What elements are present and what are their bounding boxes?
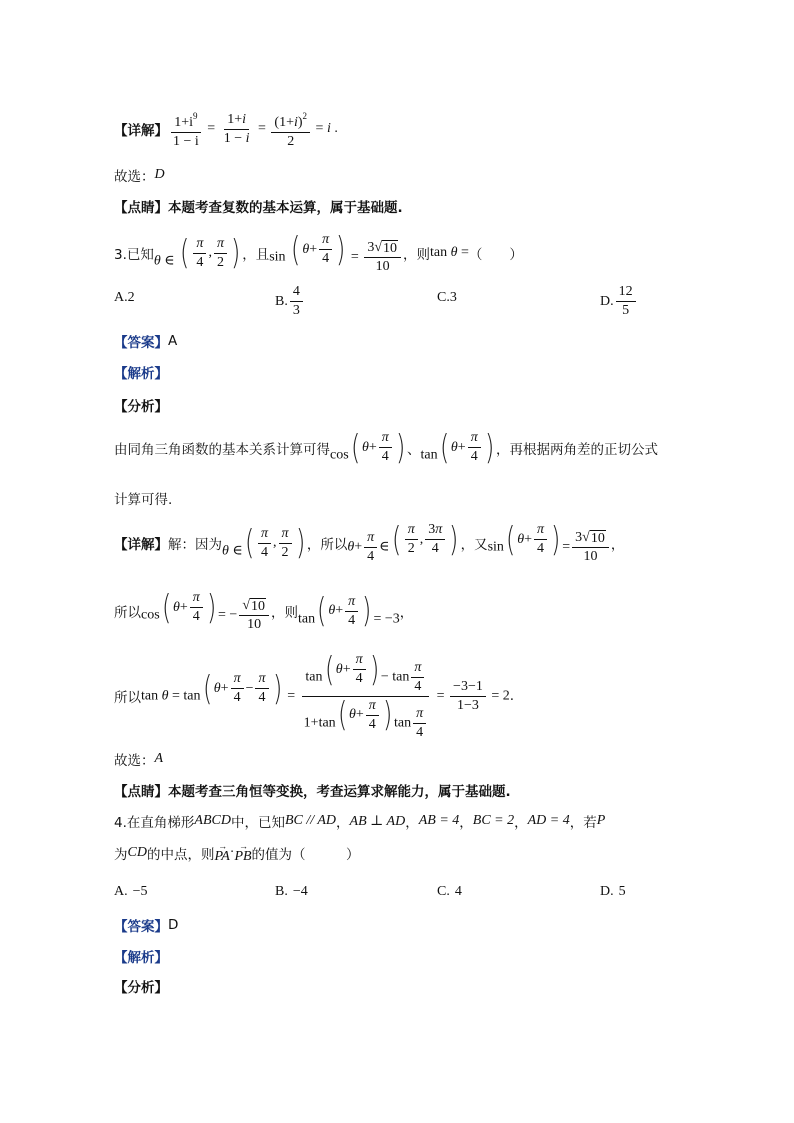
option-letter: C. <box>437 290 450 305</box>
q4-sep: ， <box>405 815 419 831</box>
detail-text: ， <box>399 605 414 622</box>
q3-blank: （ ） <box>468 247 523 264</box>
q2-formula: $\frac{1+i^9}{1 - i}$ = $\frac{1+i}{1 - i}$ = $\frac{(1+i)^2}{2}$ = i . <box>168 108 338 150</box>
suoyi-text: 所以 <box>114 605 141 622</box>
q2-detail-line <box>114 108 338 150</box>
sin-given: sin ( θ + $\frac{\pi}{4}$ ) = 3 √ 10 10 <box>488 522 611 565</box>
option-value: 2 <box>127 290 135 305</box>
q4-sep: ， <box>336 815 350 831</box>
theta-range: θ ∈ ( $\frac{\pi}{4}$ , $\frac{\pi}{2}$ ) <box>222 523 305 564</box>
detail-text: ， <box>610 537 625 554</box>
q3-dianjing-line <box>114 780 511 800</box>
q3-lead: 3.已知 <box>114 247 154 264</box>
q4-text: ，若 <box>569 815 597 831</box>
dianjing-label: 【点睛】 <box>114 784 168 800</box>
choose-value: D <box>154 167 165 182</box>
q3-fenxi-line1 <box>114 427 658 468</box>
q3-stem <box>114 229 523 275</box>
q4-cond: AB = 4 <box>418 813 460 828</box>
q4-option-d <box>600 884 626 900</box>
q4-option-b <box>275 884 308 900</box>
q4-lead: 4.在直角梯形 <box>114 815 195 831</box>
q3-detail-line2 <box>114 587 414 633</box>
answer-label: 【答案】 <box>114 919 168 935</box>
cos-expr: cos ( θ + $\frac{\pi}{4}$ ) <box>330 427 406 468</box>
analysis-label: 【解析】 <box>114 366 168 382</box>
option-fraction: $\frac{4}{3}$ <box>290 284 303 319</box>
fenxi-label: 【分析】 <box>114 980 168 996</box>
q2-dianjing-line <box>114 196 403 216</box>
q3-answer-line <box>114 331 177 351</box>
q4-text: 的值为（ ） <box>251 847 360 863</box>
q4-sep: ， <box>459 815 473 831</box>
option-letter: B. <box>275 293 288 309</box>
q3-choose-line <box>114 749 163 769</box>
option-letter: A. <box>114 290 128 305</box>
detail-text: . <box>509 688 515 705</box>
fenxi-label: 【分析】 <box>114 399 168 415</box>
fenxi-sep: 、 <box>407 441 421 458</box>
q4-stem-line1 <box>114 811 605 831</box>
q4-option-a <box>114 884 148 900</box>
q4-cond: AB ⊥ AD <box>349 813 406 829</box>
q4-text: 的中点，则 <box>146 847 215 863</box>
q4-answer-line <box>114 915 178 935</box>
q4-seg: CD <box>127 845 147 860</box>
fenxi-text: 由同角三角函数的基本关系计算可得 <box>114 441 330 458</box>
q4-text: 为 <box>114 847 128 863</box>
q4-sep: ， <box>514 815 528 831</box>
detail-label: 【详解】 <box>114 537 168 554</box>
option-fraction: $\frac{12}{5}$ <box>616 284 636 319</box>
q4-fenxi-label <box>114 976 168 996</box>
answer-value: D <box>168 917 179 933</box>
q3-cond-theta: θ ∈ ( $\frac{\pi}{4}$ , $\frac{\pi}{2}$ ) <box>153 233 241 274</box>
suoyi-text: 所以 <box>114 690 141 707</box>
q4-stem-line2 <box>114 842 360 864</box>
choose-label: 故选： <box>114 169 155 185</box>
q4-cond: BC = 2 <box>472 813 515 828</box>
option-value: 3 <box>449 290 457 305</box>
choose-value: A <box>154 751 164 766</box>
q4-trap: ABCD <box>194 813 231 828</box>
q3-target: tan θ = <box>430 245 469 261</box>
q3-option-a <box>114 290 135 306</box>
answer-label: 【答案】 <box>114 335 168 351</box>
q4-analysis-label <box>114 946 168 966</box>
q3-option-b <box>275 284 305 319</box>
dianjing-text: 本题考查三角恒等变换，考查运算求解能力，属于基础题. <box>168 784 511 800</box>
analysis-label: 【解析】 <box>114 950 168 966</box>
vector-pa: → PA <box>214 841 230 864</box>
q3-cond-sin: sin ( θ + $\frac{\pi}{4}$ ) = 3 √ 10 10 <box>269 232 403 275</box>
option-value: −4 <box>292 884 308 899</box>
dianjing-text: 本题考查复数的基本运算，属于基础题. <box>168 200 403 216</box>
option-value: −5 <box>132 884 148 899</box>
q3-detail-line3 <box>114 649 515 741</box>
q3-and: ，且 <box>242 247 270 264</box>
q3-detail-line1 <box>114 519 625 565</box>
q4-option-c <box>437 884 462 900</box>
tan-result: tan ( θ + $\frac{\pi}{4}$ ) = −3 <box>298 591 400 632</box>
dot-op: · <box>229 845 235 860</box>
tan-expr: tan ( θ + $\frac{\pi}{4}$ ) <box>420 427 494 468</box>
q3-analysis-label <box>114 362 168 382</box>
cos-result: cos ( θ + $\frac{\pi}{4}$ ) = − √ 10 10 <box>141 590 271 633</box>
shifted-range: θ+ $\frac{\pi}{4}$ ∈ ( $\frac{\pi}{2}$ , $\frac{3\pi}{4}$ ) <box>347 519 459 564</box>
option-value: 4 <box>454 884 462 899</box>
q2-choose-line <box>114 165 165 185</box>
vector-pb: → PB <box>234 841 252 864</box>
dianjing-label: 【点睛】 <box>114 200 168 216</box>
q3-option-c <box>437 290 457 306</box>
choose-label: 故选： <box>114 753 155 769</box>
fenxi-text: 计算可得. <box>114 492 173 508</box>
detail-label: 【详解】 <box>114 123 168 139</box>
answer-value: A <box>168 333 178 349</box>
option-letter: C. <box>437 884 450 899</box>
fenxi-text: ，再根据两角差的正切公式 <box>495 441 658 458</box>
detail-text: 解：因为 <box>168 537 222 554</box>
q4-cond: AD = 4 <box>527 813 570 828</box>
q3-fenxi-label <box>114 395 168 415</box>
q4-point: P <box>596 813 606 828</box>
q3-option-d <box>600 284 638 319</box>
option-letter: D. <box>600 293 614 309</box>
option-letter: D. <box>600 884 614 899</box>
q3-then: ，则 <box>403 247 430 264</box>
detail-text: ，所以 <box>306 537 348 554</box>
detail-text: ，又 <box>460 537 488 554</box>
option-value: 5 <box>618 884 626 899</box>
final-formula: tan θ = tan ( θ + $\frac{\pi}{4}$ − $\frac{\pi}{4}$ ) = tan ( θ + $\frac{\pi}{4}$ ) − tan $\frac{\pi}{4}$ 1+tan ( θ + $\frac{\pi}{4}$ ) tan $\frac{\pi}{4}$ = $\frac{-3-1}{1-3}$ = 2 <box>141 649 510 740</box>
q3-fenxi-line2 <box>114 488 172 508</box>
option-letter: B. <box>275 884 288 899</box>
detail-text: ，则 <box>271 605 298 622</box>
q4-text: 中，已知 <box>230 815 285 831</box>
option-letter: A. <box>114 884 128 899</box>
q4-cond: BC // AD <box>284 813 337 828</box>
